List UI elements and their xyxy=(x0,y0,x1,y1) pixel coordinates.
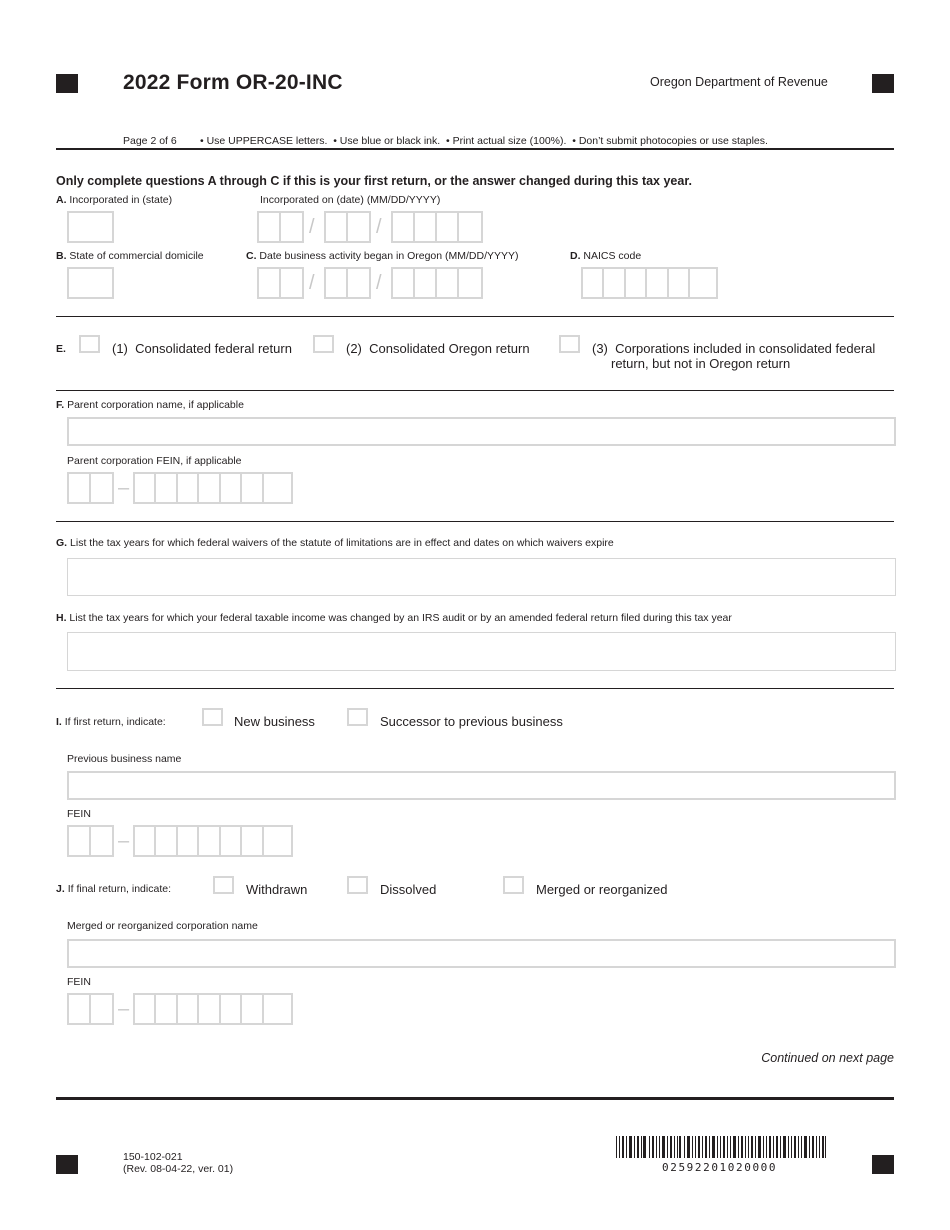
intro-text: Only complete questions A through C if this is your first return, or the answer changed during this tax year. xyxy=(56,174,692,188)
parent-corporation-name-input[interactable] xyxy=(67,417,896,446)
federal-not-oregon-label-line2: return, but not in Oregon return xyxy=(611,356,791,371)
merged-fein-number-input[interactable] xyxy=(133,993,293,1025)
date-separator: / xyxy=(376,272,382,294)
footer-divider xyxy=(56,1097,894,1100)
parent-fein-number-input[interactable] xyxy=(133,472,293,504)
fein-separator: – xyxy=(118,477,130,499)
page-number: Page 2 of 6 xyxy=(123,135,177,147)
section-e-letter: E. xyxy=(56,343,66,355)
fein-separator: – xyxy=(118,998,130,1020)
oregon-activity-year-input[interactable] xyxy=(391,267,483,299)
fein-separator: – xyxy=(118,830,130,852)
merged-fein-label: FEIN xyxy=(67,976,91,988)
withdrawn-checkbox[interactable] xyxy=(213,876,234,894)
date-separator: / xyxy=(309,272,315,294)
federal-not-oregon-checkbox[interactable] xyxy=(559,335,580,353)
consolidated-federal-label: (1) Consolidated federal return xyxy=(112,341,292,356)
consolidated-federal-checkbox[interactable] xyxy=(79,335,100,353)
continued-note: Continued on next page xyxy=(761,1051,894,1065)
successor-business-label: Successor to previous business xyxy=(380,714,563,729)
section-divider xyxy=(56,316,894,317)
previous-fein-label: FEIN xyxy=(67,808,91,820)
federal-waivers-input[interactable] xyxy=(67,558,896,596)
consolidated-oregon-label: (2) Consolidated Oregon return xyxy=(346,341,530,356)
dissolved-label: Dissolved xyxy=(380,882,437,897)
merged-fein-prefix-input[interactable] xyxy=(67,993,114,1025)
section-i-label: I. If first return, indicate: xyxy=(56,716,166,728)
previous-business-name-label: Previous business name xyxy=(67,753,182,765)
registration-mark-top-left xyxy=(56,74,78,93)
registration-mark-bottom-right xyxy=(872,1155,894,1174)
barcode-number: 02592201020000 xyxy=(662,1161,778,1174)
incorporated-date-label: Incorporated on (date) (MM/DD/YYYY) xyxy=(260,194,441,206)
registration-mark-bottom-left xyxy=(56,1155,78,1174)
section-divider xyxy=(56,521,894,522)
incorporated-year-input[interactable] xyxy=(391,211,483,243)
header-divider xyxy=(56,148,894,150)
incorporated-month-input[interactable] xyxy=(257,211,304,243)
date-separator: / xyxy=(309,216,315,238)
withdrawn-label: Withdrawn xyxy=(246,882,308,897)
section-divider xyxy=(56,390,894,391)
section-d-label: D. NAICS code xyxy=(570,250,642,262)
department-name: Oregon Department of Revenue xyxy=(650,75,828,89)
merged-reorganized-label: Merged or reorganized xyxy=(536,882,668,897)
section-b-label: B. State of commercial domicile xyxy=(56,250,204,262)
form-instructions: • Use UPPERCASE letters. • Use blue or black ink. • Print actual size (100%). • Don’t submit photocopies or use staples. xyxy=(200,135,768,147)
commercial-domicile-input[interactable] xyxy=(67,267,114,299)
form-revision: (Rev. 08-04-22, ver. 01) xyxy=(123,1163,234,1175)
naics-code-input[interactable] xyxy=(581,267,718,299)
section-j-label: J. If final return, indicate: xyxy=(56,883,171,895)
section-g-label: G. List the tax years for which federal waivers of the statute of limitations are in effect and dates on which waivers expire xyxy=(56,537,614,549)
section-a-label: A. Incorporated in (state) xyxy=(56,194,173,206)
date-separator: / xyxy=(376,216,382,238)
dissolved-checkbox[interactable] xyxy=(347,876,368,894)
section-f-label: F. Parent corporation name, if applicable xyxy=(56,399,244,411)
previous-fein-prefix-input[interactable] xyxy=(67,825,114,857)
new-business-checkbox[interactable] xyxy=(202,708,223,726)
new-business-label: New business xyxy=(234,714,315,729)
form-number: 150-102-021 xyxy=(123,1151,183,1163)
barcode xyxy=(616,1136,826,1158)
merged-corporation-name-input[interactable] xyxy=(67,939,896,968)
merged-corporation-name-label: Merged or reorganized corporation name xyxy=(67,920,258,932)
parent-fein-prefix-input[interactable] xyxy=(67,472,114,504)
previous-fein-number-input[interactable] xyxy=(133,825,293,857)
registration-mark-top-right xyxy=(872,74,894,93)
oregon-activity-month-input[interactable] xyxy=(257,267,304,299)
section-c-label: C. Date business activity began in Oregon (MM/DD/YYYY) xyxy=(246,250,519,262)
previous-business-name-input[interactable] xyxy=(67,771,896,800)
section-divider xyxy=(56,688,894,689)
consolidated-oregon-checkbox[interactable] xyxy=(313,335,334,353)
form-title: 2022 Form OR-20-INC xyxy=(123,71,343,94)
oregon-activity-day-input[interactable] xyxy=(324,267,371,299)
parent-fein-label: Parent corporation FEIN, if applicable xyxy=(67,455,242,467)
incorporated-day-input[interactable] xyxy=(324,211,371,243)
successor-business-checkbox[interactable] xyxy=(347,708,368,726)
section-h-label: H. List the tax years for which your federal taxable income was changed by an IRS audit or by an amended federal return filed during this tax year xyxy=(56,612,732,624)
incorporated-state-input[interactable] xyxy=(67,211,114,243)
merged-reorganized-checkbox[interactable] xyxy=(503,876,524,894)
federal-not-oregon-label-line1: (3) Corporations included in consolidated federal xyxy=(592,341,876,356)
irs-audit-years-input[interactable] xyxy=(67,632,896,671)
